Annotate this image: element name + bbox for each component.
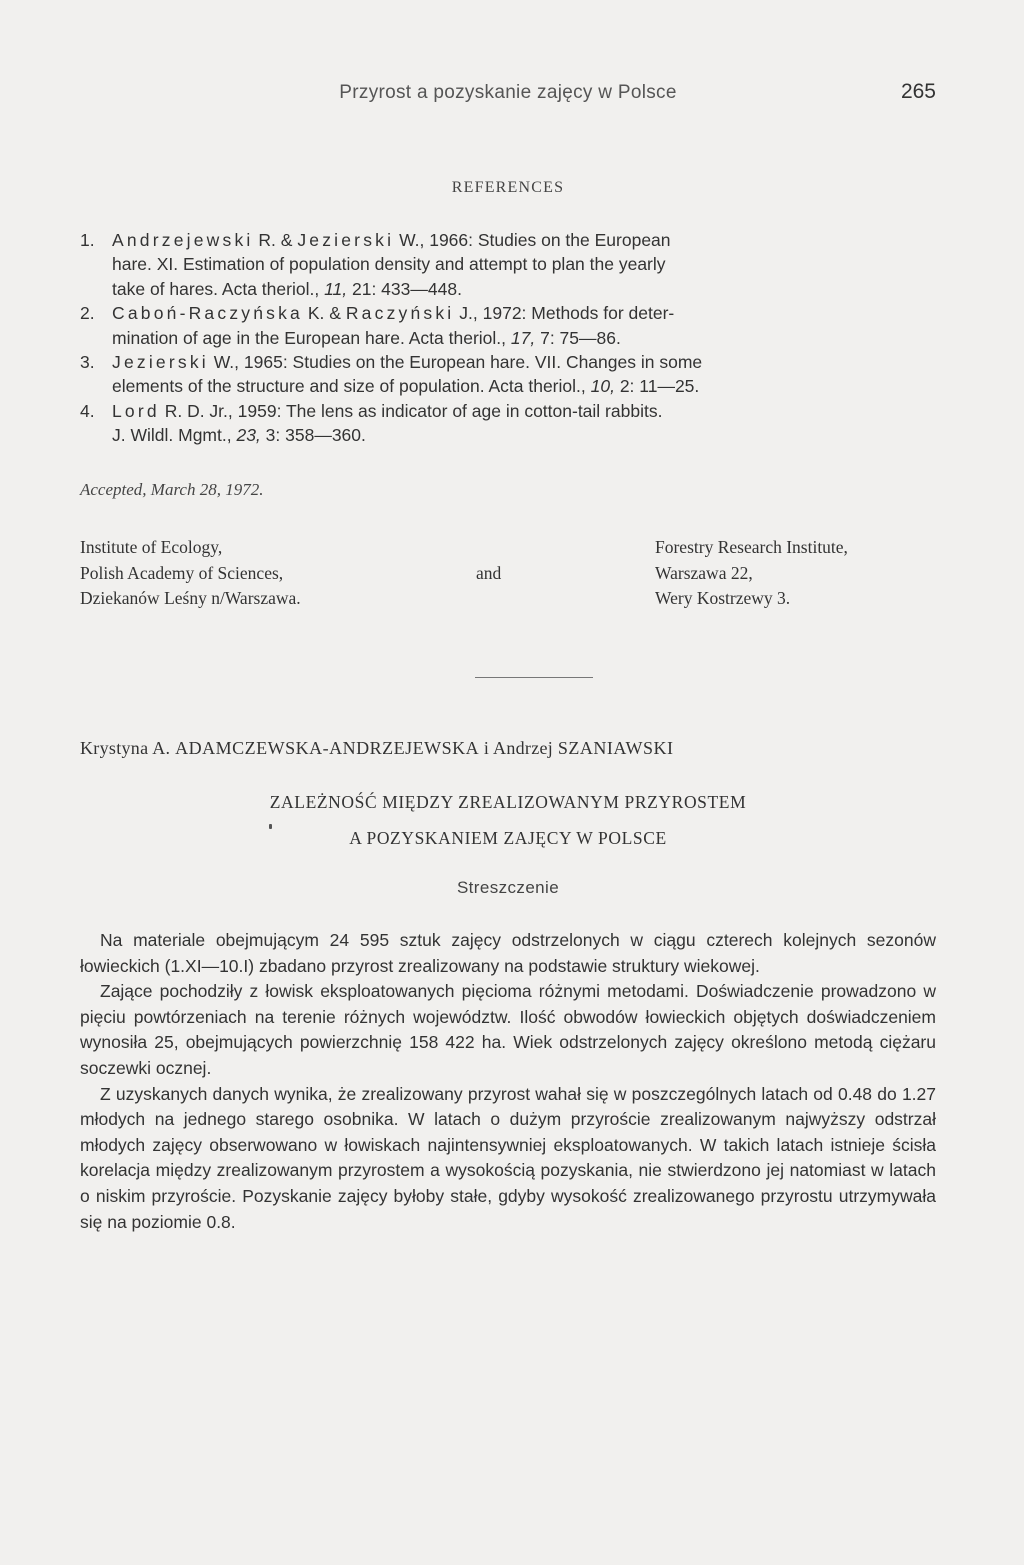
affiliation-conjunction: and — [476, 563, 502, 583]
page — [80, 0, 936, 1565]
reference-number: 2. — [80, 303, 95, 324]
reference-text: 1965: Studies on the European hare. VII. Changes in some — [243, 352, 703, 373]
references-heading: REFERENCES — [451, 179, 565, 196]
reference-initial: K. — [307, 303, 325, 324]
reference-volume: 23, — [236, 425, 261, 446]
references-list — [80, 228, 936, 448]
author-conjunction: i — [483, 738, 490, 758]
reference-pages: 21: 433—448. — [351, 278, 462, 299]
affiliation-line: Wery Kostrzewy 3. — [655, 588, 791, 608]
reference-text: hare. XI. Estimation of population density and attempt to plan the yearly — [112, 254, 666, 275]
running-head — [80, 80, 936, 110]
reference-text: J. Wildl. Mgmt., — [112, 425, 232, 446]
reference-item — [80, 228, 936, 301]
summary-paragraph: Z uzyskanych danych wynika, że zrealizowany przyrost wahał się w poszczególnych latach od 0.48 do 1.27 młodych na jednego starego osobnika. W latach o dużym przyroście zrealizowanym najwyższy odstrzał młodych zajęcy obserwowano w łowiskach najintensywniej eksploatowanych. W takich latach istnieje ścisła korelacja między zrealizowanym przyrostem a wysokością pozyskania, nie stwierdzono jej natomiast w latach o niskim przyroście. Pozyskanie zajęcy byłoby stałe, gdyby wysokość zrealizowanego przyrostu utrzymywała się na poziomie 0.8. — [80, 1083, 936, 1232]
author-given-name: Andrzej — [493, 738, 554, 758]
reference-text: take of hares. Acta theriol., — [112, 278, 320, 299]
reference-initial: W., — [399, 230, 425, 250]
summary-body — [80, 928, 936, 1235]
reference-volume: 17, — [510, 327, 536, 348]
reference-pages: 3: 358—360. — [265, 425, 366, 446]
reference-author: Jezierski — [297, 230, 395, 250]
running-title: Przyrost a pozyskanie zajęcy w Polsce — [339, 82, 677, 103]
reference-initial: R. D. Jr., — [164, 400, 233, 421]
reference-initial: R. — [258, 230, 276, 250]
reference-text: mination of age in the European hare. Acta theriol., — [112, 327, 507, 348]
accepted-date: Accepted, March 28, 1972. — [80, 480, 264, 499]
reference-volume: 10, — [590, 376, 615, 397]
reference-initial: W., — [213, 352, 240, 373]
reference-author: Jezierski — [112, 352, 209, 373]
polish-authors — [80, 738, 936, 759]
summary-paragraph: Zające pochodziły z łowisk eksploatowanych pięcioma różnymi metodami. Doświadczenie prowadzono w pięciu powtórzeniach na terenie różnych województw. Ilość obwodów łowieckich objętych doświadczeniem wynosiła 25, obejmujących powierzchnię 158 422 ha. Wiek odstrzelonych zajęcy określono metodą ciężaru soczewki ocznej. — [80, 981, 936, 1078]
author-surname: ADAMCZEWSKA-ANDRZEJEWSKA — [175, 738, 480, 758]
reference-text: 1966: Studies on the European — [429, 230, 671, 250]
affiliation-right — [655, 535, 848, 612]
reference-author: Caboń-Raczyńska — [112, 303, 303, 324]
reference-item — [80, 301, 936, 350]
reference-item — [80, 399, 936, 448]
reference-author: Andrzejewski — [112, 230, 254, 250]
section-divider — [475, 677, 593, 678]
reference-ampersand: & — [280, 230, 293, 250]
affiliation-line: Forestry Research Institute, — [655, 537, 848, 557]
summary-heading: Streszczenie — [456, 878, 560, 897]
reference-number: 3. — [80, 352, 95, 373]
author-given-name: Krystyna A. — [80, 738, 171, 758]
reference-author: Lord — [112, 400, 160, 421]
reference-initial: J., — [459, 303, 478, 324]
reference-text: 1972: Methods for deter- — [482, 303, 675, 324]
summary-paragraph: Na materiale obejmującym 24 595 sztuk zajęcy odstrzelonych w ciągu czterech kolejnych sezonów łowieckich (1.XI—10.I) zbadano przyrost zrealizowany na podstawie struktury wiekowej. — [80, 930, 936, 976]
page-number: 265 — [900, 80, 936, 103]
affiliation-left — [80, 535, 301, 612]
reference-text: elements of the structure and size of population. Acta theriol., — [112, 376, 586, 397]
affiliation-line: Warszawa 22, — [655, 562, 753, 583]
reference-item — [80, 350, 936, 399]
affiliation-line: Polish Academy of Sciences, — [80, 562, 284, 583]
reference-pages: 2: 11—25. — [619, 376, 700, 397]
reference-number: 4. — [80, 400, 95, 421]
reference-pages: 7: 75—86. — [540, 327, 621, 348]
affiliation-line: Dziekanów Leśny n/Warszawa. — [80, 588, 301, 608]
author-surname: SZANIAWSKI — [557, 738, 674, 758]
reference-volume: 11, — [324, 278, 348, 299]
reference-author: Raczyński — [345, 303, 455, 324]
polish-title-line: ZALEŻNOŚĆ MIĘDZY ZREALIZOWANYM PRZYROSTEM — [269, 792, 747, 812]
affiliation-line: Institute of Ecology, — [80, 537, 223, 557]
polish-title-line: A POZYSKANIEM ZAJĘCY W POLSCE — [349, 828, 667, 848]
reference-ampersand: & — [329, 303, 341, 324]
reference-number: 1. — [80, 230, 95, 250]
reference-text: 1959: The lens as indicator of age in cotton-tail rabbits. — [237, 400, 663, 421]
